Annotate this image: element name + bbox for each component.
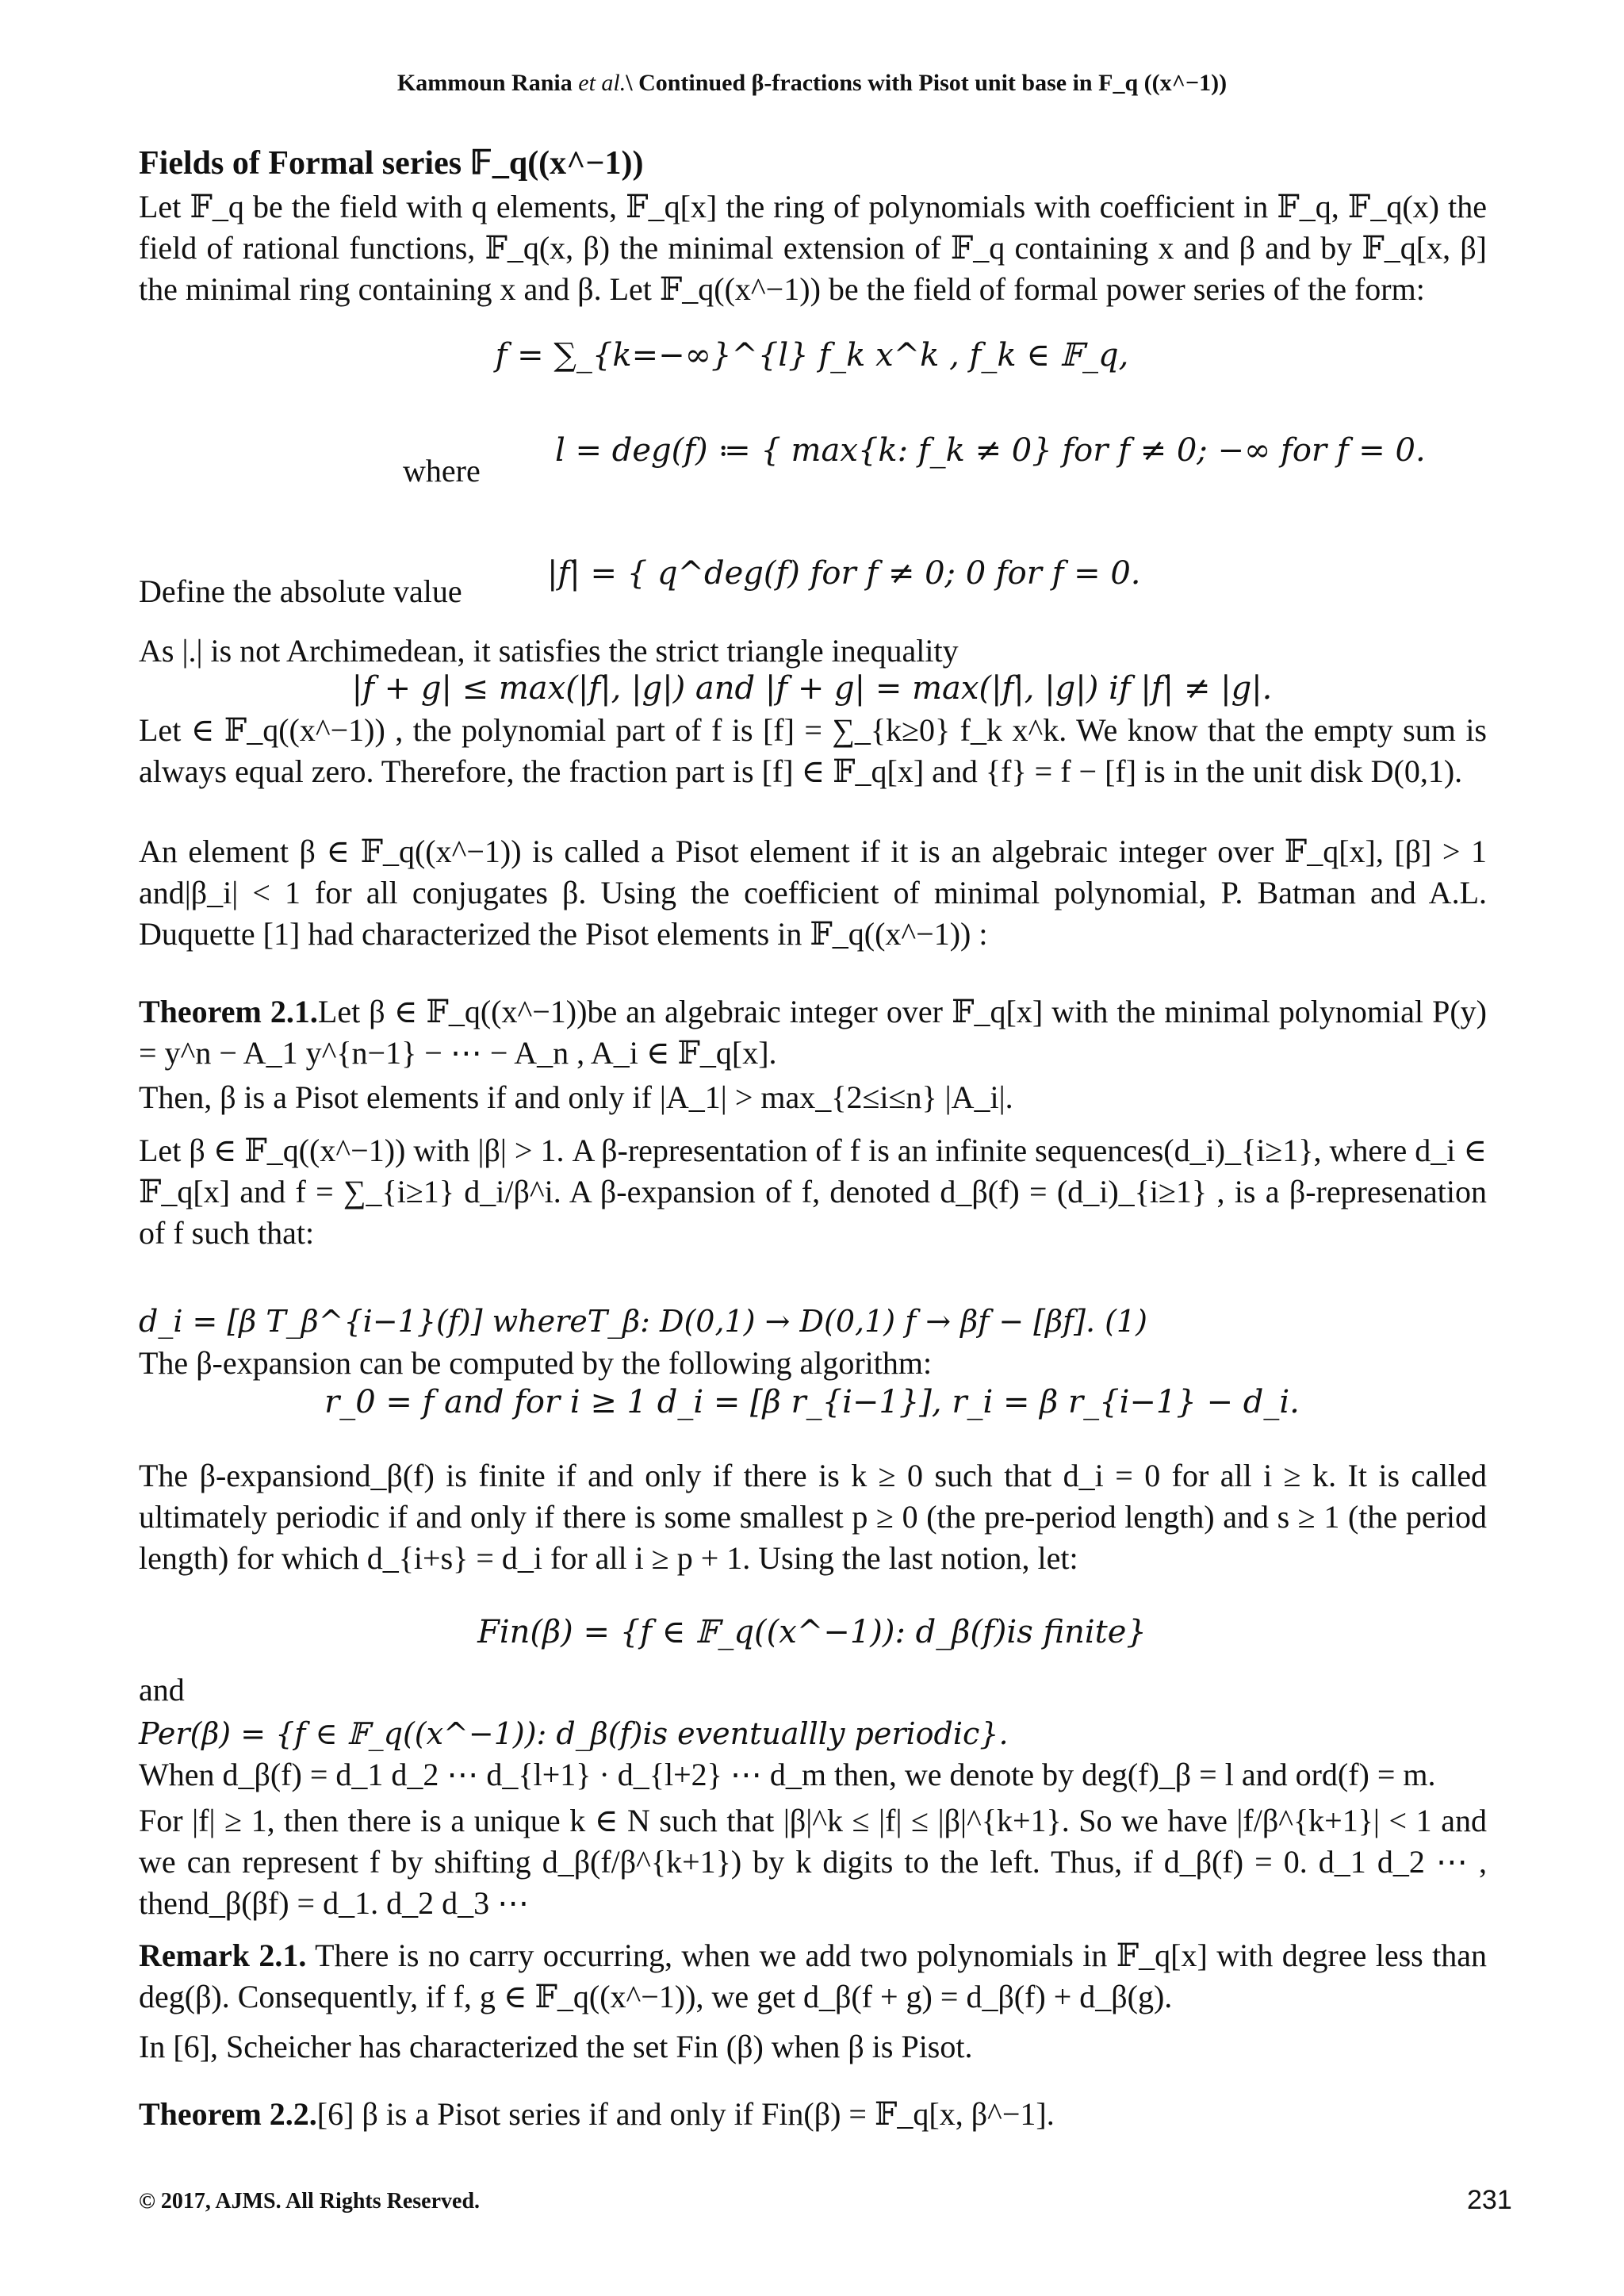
theorem-2-2-label: Theorem 2.2. — [139, 2096, 317, 2132]
paragraph-3: Let ∈ 𝔽_q((x^−1)) , the polynomial part of f is [f] = ∑_{k≥0} f_k x^k. We know that the empty sum is always equal zero. Therefore, the fraction part is [f] ∈ 𝔽_q[x] and {f} = f − [f] is in the unit disk D(0,1). — [139, 712, 1487, 789]
remark-2-1-text: There is no carry occurring, when we add two polynomials in 𝔽_q[x] with degree less than deg(β). Consequently, if f, g ∈ 𝔽_q((x^−1)), we get d_β(f + g) = d_β(f) + d_β(g). — [139, 1938, 1488, 2014]
paragraph-9: For |f| ≥ 1, then there is a unique k ∈ N such that |β|^k ≤ |f| ≤ |β|^{k+1}. So we have |f/β^{k+1}| < 1 and we can represent f by shifting d_β(f/β^{k+1}) by k digits to the left. Thus, if d_β(f) = 0. d_1 d_2 ⋯ , thend_β(βf) = d_1. d_2 d_3 ⋯ — [139, 1803, 1487, 1921]
theorem-2-1-text: Let β ∈ 𝔽_q((x^−1))be an algebraic integer over 𝔽_q[x] with the minimal polynomial P(y) = y^n − A_1 y^{n−1} − ⋯ − A_n , A_i ∈ 𝔽_q[x]. — [139, 994, 1487, 1071]
equation-1: d_i = [β T_β^{i−1}(f)] whereT_β: D(0,1) → D(0,1) f → βf − [βf]. (1) — [139, 1304, 1147, 1339]
header-title: \ Continued β-fractions with Pisot unit base in F_q ((x^−1)) — [626, 70, 1228, 96]
equation-abs: |f| = { q^deg(f) for f ≠ 0; 0 for f = 0. — [547, 555, 1141, 592]
paragraph-10: In [6], Scheicher has characterized the set Fin (β) when β is Pisot. — [139, 2029, 973, 2064]
header-etal: et al. — [578, 70, 626, 96]
abs-value-label: Define the absolute value — [139, 573, 462, 609]
paragraph-2: As |.| is not Archimedean, it satisfies the strict triangle inequality — [139, 633, 959, 669]
running-header — [0, 70, 1624, 97]
header-authors: Kammoun Rania — [396, 70, 573, 96]
paragraph-8: When d_β(f) = d_1 d_2 ⋯ d_{l+1} · d_{l+2} ⋯ d_m then, we denote by deg(f)_β = l and ord(f) = m. — [139, 1757, 1436, 1792]
where-label: where — [403, 453, 481, 489]
paragraph-5: Let β ∈ 𝔽_q((x^−1)) with |β| > 1. A β-representation of f is an infinite sequences(d_i)_{i≥1}, where d_i ∈ 𝔽_q[x] and f = ∑_{i≥1} d_i/β^i. A β-expansion of f, denoted d_β(f) = (d_i)_{i≥1} , is a β-represenation of f such that: — [139, 1133, 1487, 1251]
theorem-2-2 — [139, 2094, 1487, 2135]
paragraph-4: An element β ∈ 𝔽_q((x^−1)) is called a Pisot element if it is an algebraic integer over 𝔽_q[x], [β] > 1 and|β_i| < 1 for all conjugates β. Using the coefficient of minimal polynomial, P. Batman and A.L. Duquette [1] had characterized the Pisot elements in 𝔽_q((x^−1)) : — [139, 834, 1487, 952]
paragraph-1: Let 𝔽_q be the field with q elements, 𝔽_q[x] the ring of polynomials with coefficient in 𝔽_q, 𝔽_q(x) the field of rational functions, 𝔽_q(x, β) the minimal extension of 𝔽_q containing x and β and by 𝔽_q[x, β] the minimal ring containing x and β. Let 𝔽_q((x^−1)) be the field of formal power series of the form: — [139, 189, 1487, 307]
remark-2-1-label: Remark 2.1. — [139, 1938, 307, 1973]
equation-algorithm: r_0 = f and for i ≥ 1 d_i = [β r_{i−1}], r_i = β r_{i−1} − d_i. — [324, 1384, 1300, 1420]
theorem-2-1-label: Theorem 2.1. — [139, 994, 318, 1029]
footer-copyright: © 2017, AJMS. All Rights Reserved. — [139, 2189, 481, 2214]
theorem-2-1 — [139, 991, 1487, 1074]
equation-degree: l = deg(f) ≔ { max{k: f_k ≠ 0} for f ≠ 0; −∞ for f = 0. — [555, 432, 1426, 469]
theorem-2-1-condition: Then, β is a Pisot elements if and only if |A_1| > max_{2≤i≤n} |A_i|. — [139, 1079, 1013, 1115]
theorem-2-2-text: [6] β is a Pisot series if and only if Fin(β) = 𝔽_q[x, β^−1]. — [316, 2096, 1055, 2132]
section-title: Fields of Formal series 𝔽_q((x^−1)) — [139, 145, 644, 182]
remark-2-1 — [139, 1935, 1487, 2018]
and-label: and — [139, 1672, 185, 1708]
paragraph-6: The β-expansion can be computed by the following algorithm: — [139, 1345, 933, 1381]
equation-fin: Fin(β) = {f ∈ 𝔽_q((x^−1)): d_β(f)is finite} — [477, 1614, 1147, 1650]
page-number: 231 — [1467, 2185, 1512, 2215]
equation-per: Per(β) = {f ∈ 𝔽_q((x^−1)): d_β(f)is eventuallly periodic}. — [139, 1716, 1009, 1751]
equation-series: f = ∑_{k=−∞}^{l} f_k x^k , f_k ∈ 𝔽_q, — [495, 337, 1129, 374]
equation-triangle: |f + g| ≤ max(|f|, |g|) and |f + g| = max(|f|, |g|) if |f| ≠ |g|. — [351, 670, 1273, 707]
paragraph-7: The β-expansiond_β(f) is finite if and only if there is k ≥ 0 such that d_i = 0 for all i ≥ k. It is called ultimately periodic if and only if there is some smallest p ≥ 0 (the pre-period length) and s ≥ 1 (the period length) for which d_{i+s} = d_i for all i ≥ p + 1. Using the last notion, let: — [139, 1458, 1487, 1576]
